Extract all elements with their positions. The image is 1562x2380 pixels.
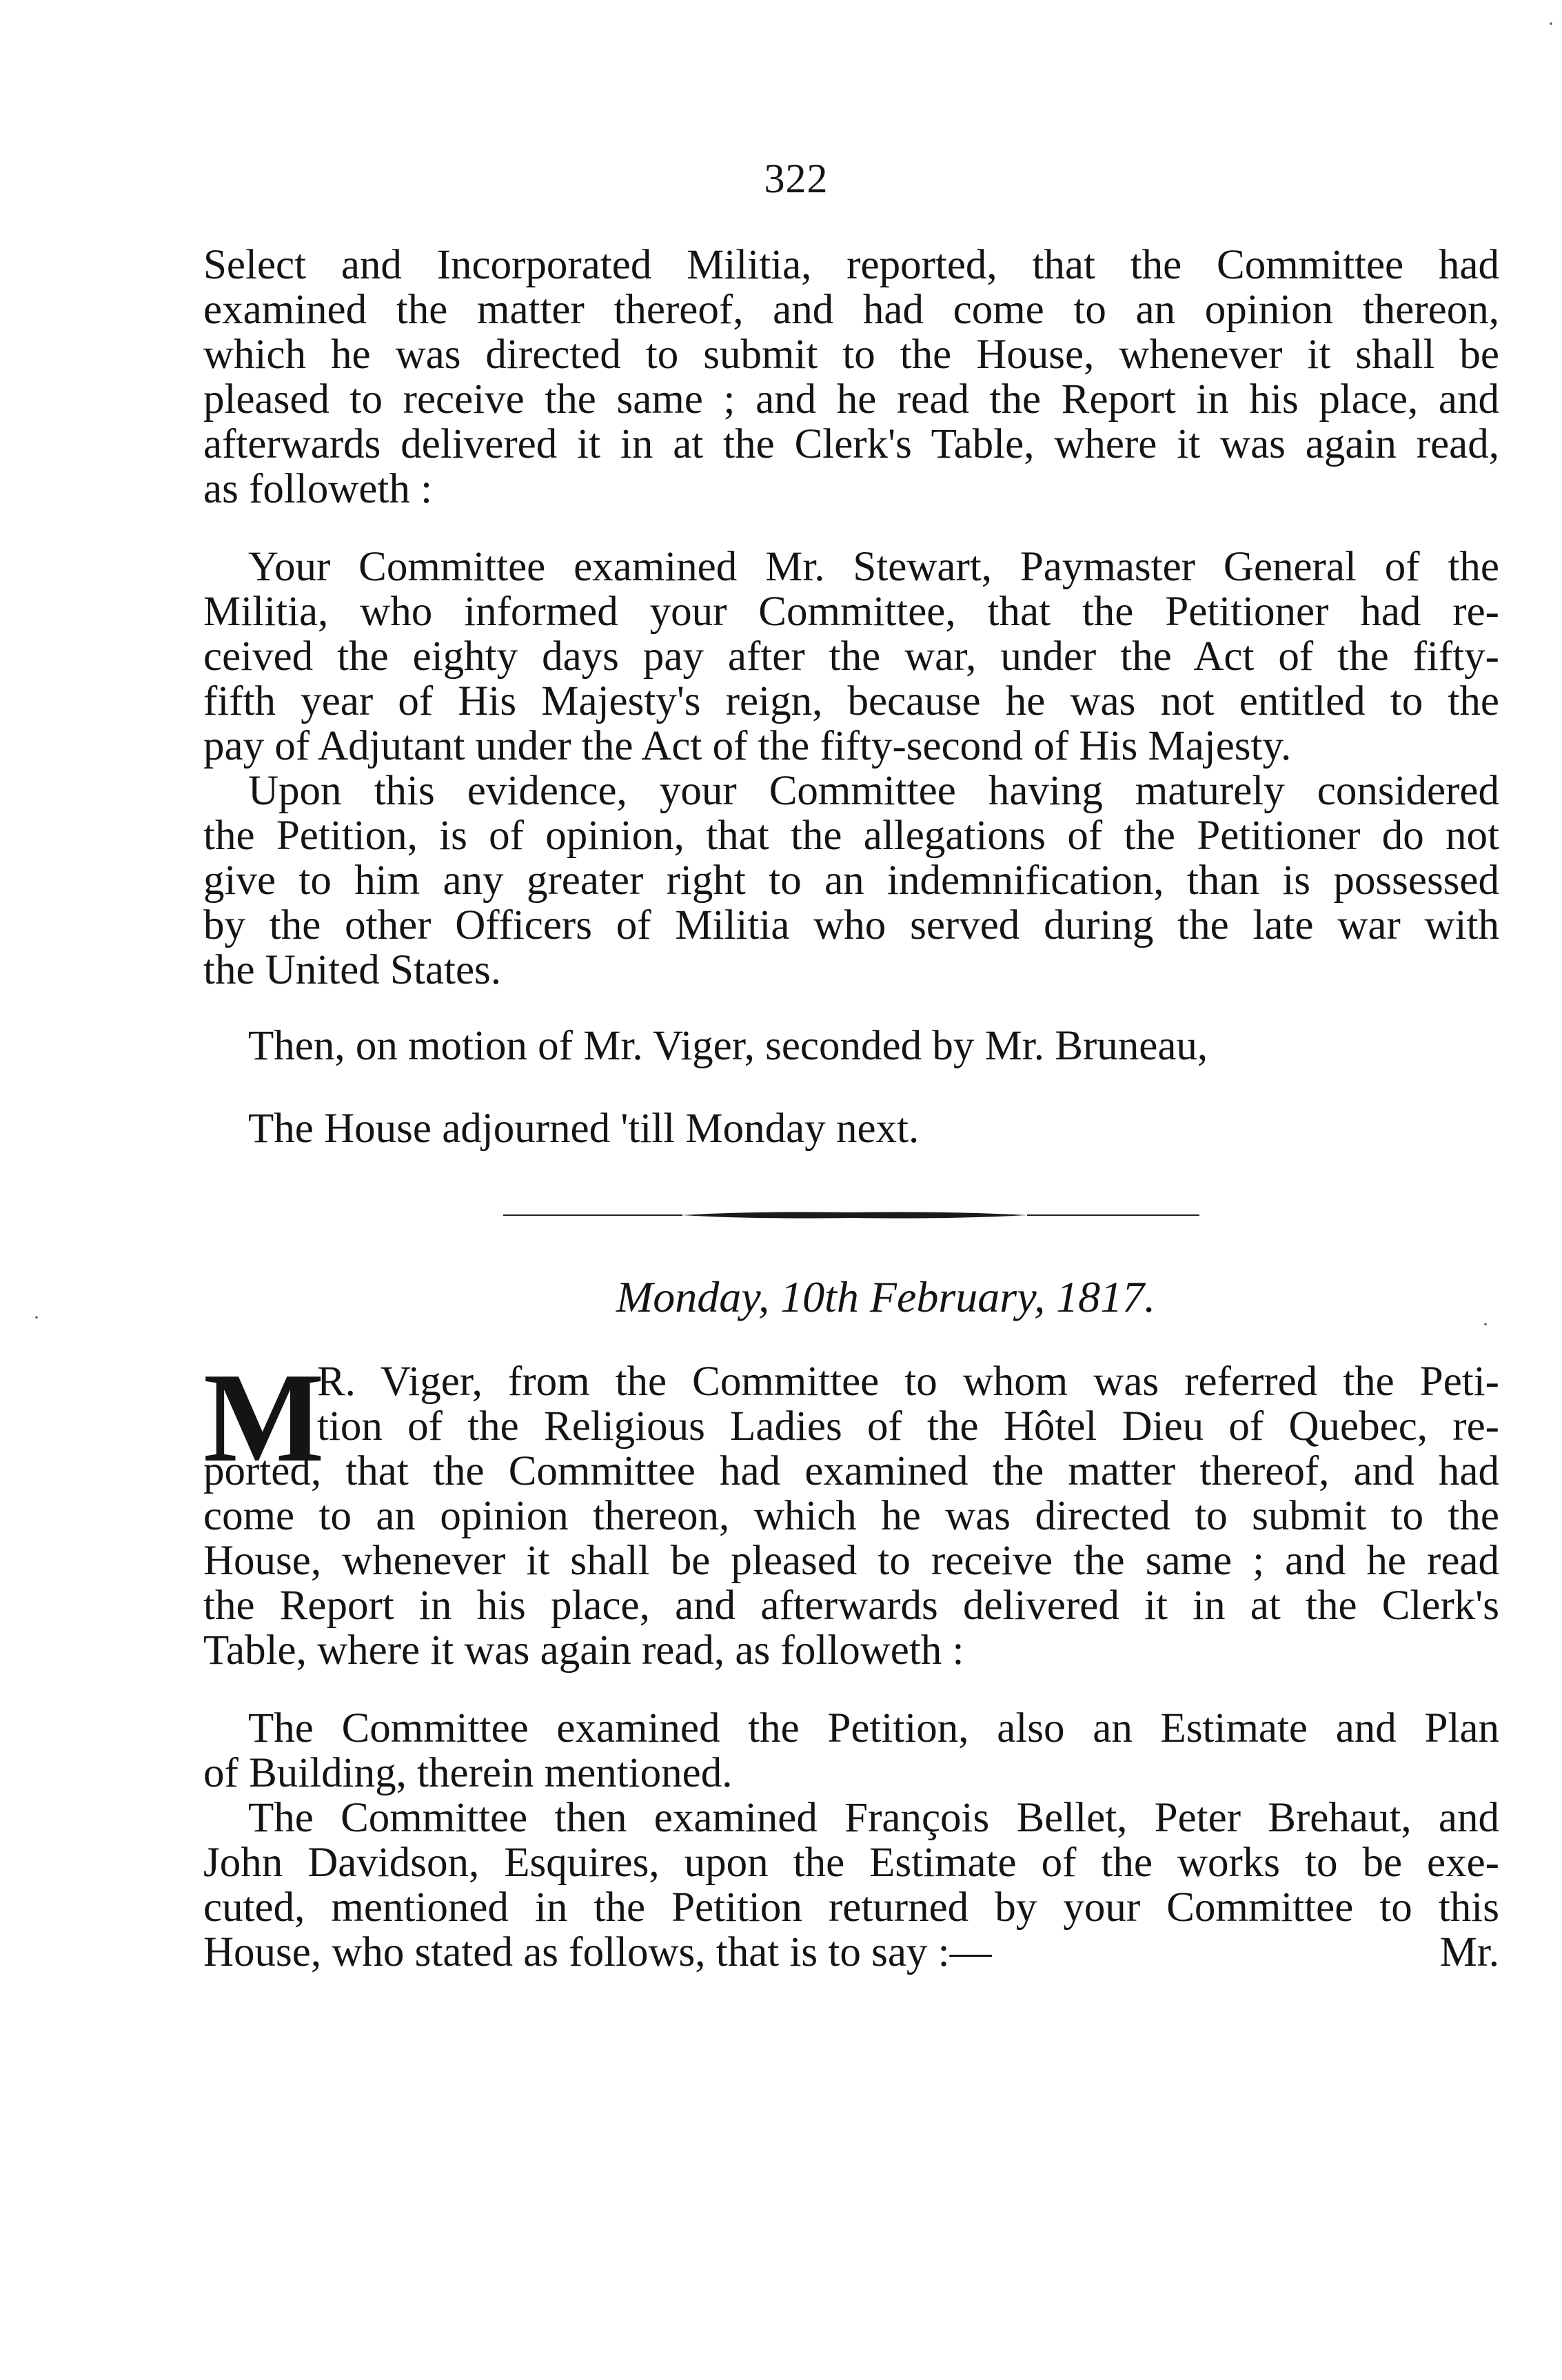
text-line: the Report in his place, and afterwards delivered it in at the Clerk's (203, 1583, 1499, 1629)
text-line: Select and Incorporated Militia, reported, that the Committee had (203, 242, 1499, 288)
final-text-line (203, 1930, 1499, 1975)
text-line: the Petition, is of opinion, that the allegations of the Petitioner do not (203, 813, 1499, 859)
catchword: Mr. (1439, 1929, 1499, 1975)
text-line: ported, that the Committee had examined the matter thereof, and had (203, 1448, 1499, 1494)
text-line: R. Viger, from the Committee to whom was referred the Peti- (317, 1359, 1499, 1405)
text-line: afterwards delivered it in at the Clerk's Table, where it was again read, (203, 421, 1499, 467)
text-line: Upon this evidence, your Committee having maturely considered (248, 768, 1499, 814)
text-line: John Davidson, Esquires, upon the Estimate of the works to be exe- (203, 1840, 1499, 1886)
text-line: the United States. (203, 947, 502, 993)
adjournment-paragraph (203, 1106, 1499, 1151)
adjournment-line: The House adjourned 'till Monday next. (248, 1106, 920, 1152)
report-paragraph-militia (203, 243, 1499, 511)
ornamental-divider (503, 1210, 1199, 1220)
text-line: give to him any greater right to an indemnification, than is possessed (203, 857, 1499, 904)
text-line: Your Committee examined Mr. Stewart, Paymaster General of the (248, 544, 1499, 590)
text-line: cuted, mentioned in the Petition returned by your Committee to this (203, 1884, 1499, 1931)
estimate-paragraph (203, 1706, 1499, 1796)
witnesses-paragraph (203, 1796, 1499, 1975)
hotel-dieu-report-paragraph (203, 1347, 1499, 1674)
text-line: come to an opinion thereon, which he was directed to submit to the (203, 1493, 1499, 1539)
print-speck: · (1482, 1313, 1489, 1336)
motion-paragraph (203, 1024, 1499, 1068)
page-number: 322 (764, 156, 829, 201)
text-line: House, whenever it shall be pleased to receive the same ; and he read (203, 1538, 1499, 1584)
text-line: as followeth : (203, 466, 433, 512)
motion-line: Then, on motion of Mr. Viger, seconded by Mr. Bruneau, (248, 1023, 1208, 1069)
text-line: pleased to receive the same ; and he read the Report in his place, and (203, 376, 1499, 423)
print-speck: · (33, 1306, 40, 1329)
text-line: of Building, therein mentioned. (203, 1750, 733, 1796)
text-line: by the other Officers of Militia who served during the late war with (203, 902, 1499, 948)
final-line-text: House, who stated as follows, that is to say :— (203, 1929, 992, 1975)
text-line: examined the matter thereof, and had come to an opinion thereon, (203, 287, 1499, 333)
text-line: The Committee then examined François Bellet, Peter Brehaut, and (248, 1795, 1499, 1841)
print-speck: · (1548, 12, 1554, 35)
text-line: tion of the Religious Ladies of the Hôtel Dieu of Quebec, re- (317, 1403, 1499, 1450)
text-line: Table, where it was again read, as followeth : (203, 1627, 964, 1674)
text-line: pay of Adjutant under the Act of the fifty-second of His Majesty. (203, 723, 1292, 769)
drop-cap: M (203, 1347, 325, 1489)
text-line: fifth year of His Majesty's reign, because he was not entitled to the (203, 678, 1499, 724)
sitting-dateline: Monday, 10th February, 1817. (616, 1272, 1156, 1321)
text-line: The Committee examined the Petition, also an Estimate and Plan (248, 1705, 1499, 1751)
committee-findings-paragraph (203, 545, 1499, 993)
text-line: Militia, who informed your Committee, that the Petitioner had re- (203, 589, 1499, 635)
text-line: ceived the eighty days pay after the war, under the Act of the fifty- (203, 633, 1499, 680)
text-line: which he was directed to submit to the House, whenever it shall be (203, 332, 1499, 378)
